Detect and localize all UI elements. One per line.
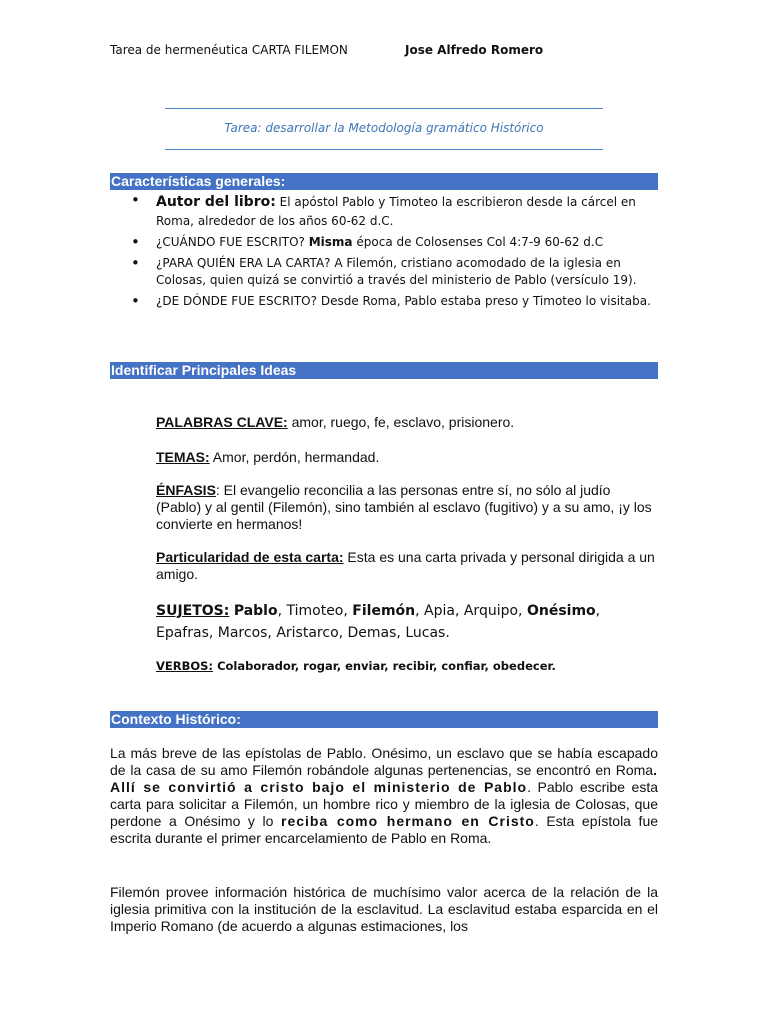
particularity-text: Esta es una carta privada y personal dirigida a un amigo. [156, 549, 655, 582]
item-label: ¿DE DÓNDE FUE ESCRITO? [156, 294, 317, 308]
context-text: . Esta epístola fue escrita durante el primer encarcelamiento de Pablo en Roma. [110, 813, 659, 846]
themes-text: Amor, perdón, hermandad. [212, 449, 380, 465]
list-item [110, 255, 658, 289]
subject-text: , Timoteo, [277, 603, 353, 619]
keywords-label: PALABRAS CLAVE: [156, 414, 288, 430]
list-item [110, 293, 658, 310]
section-bar-context: Contexto Histórico: [110, 711, 658, 728]
list-item [110, 192, 658, 230]
keywords-line [156, 414, 658, 430]
context-paragraph-1 [110, 745, 658, 847]
emphasis-paragraph [156, 482, 658, 533]
divider-top [165, 108, 603, 109]
item-label: ¿CUÁNDO FUE ESCRITO? [156, 235, 305, 249]
verbs-line [156, 659, 658, 673]
particularity-label: Particularidad de esta carta: [156, 549, 344, 565]
item-label: ¿PARA QUIÉN ERA LA CARTA? [156, 256, 331, 270]
emphasis-label: ÉNFASIS [156, 482, 216, 498]
item-text: Desde Roma, Pablo estaba preso y Timoteo lo visitaba. [320, 294, 651, 308]
section-bar-ideas: Identificar Principales Ideas [110, 362, 658, 379]
particularity-paragraph [156, 549, 658, 583]
item-text: El apóstol Pablo y Timoteo la escribieron desde la cárcel en Roma, alrededor de los años 60-62 d.C. [156, 195, 636, 228]
subjects-line-2: Epafras, Marcos, Aristarco, Demas, Lucas. [156, 625, 450, 641]
header-title: Tarea de hermenéutica CARTA FILEMON [110, 43, 348, 57]
item-label: Autor del libro: [156, 194, 276, 210]
general-list [110, 192, 658, 310]
subjects-paragraph [156, 600, 658, 644]
item-text: época de Colosenses Col 4:7-9 60-62 d.C [356, 235, 604, 249]
subjects-label: SUJETOS: [156, 603, 230, 619]
subject-filemon: Filemón [352, 603, 416, 619]
keywords-text: amor, ruego, fe, esclavo, prisionero. [291, 414, 515, 430]
subject-text: , Apia, Arquipo, [415, 603, 527, 619]
subject-pablo: Pablo [233, 603, 278, 619]
emphasis-text: : El evangelio reconcilia a las personas entre sí, no sólo al judío (Pablo) y al gentil (Filemón), sino también al esclavo (fugitivo) y a su amo, ¡y los convierte en hermanos! [156, 482, 652, 532]
item-text-bold: Misma [308, 235, 353, 249]
task-subtitle: Tarea: desarrollar la Metodología gramático Histórico [224, 121, 544, 135]
subjects-line-1 [156, 600, 658, 622]
verbs-label: VERBOS: [156, 659, 214, 673]
themes-line [156, 449, 658, 465]
item-text: A Filemón, cristiano acomodado de la iglesia en Colosas, quien quizá se convirtió a través del ministerio de Pablo (versículo 19). [156, 256, 637, 287]
verbs-text: Colaborador, rogar, enviar, recibir, confiar, obedecer. [217, 659, 556, 673]
context-text: La más breve de las epístolas de Pablo. Onésimo, un esclavo que se había escapado de la casa de su amo Filemón robándole algunas pertenencias, se encontró en Roma [110, 745, 658, 778]
section-bar-general: Características generales: [110, 173, 658, 190]
subject-text: , [595, 603, 601, 619]
divider-bottom [165, 149, 603, 150]
context-text: . Pablo escribe esta carta para solicitar a Filemón, un hombre rico y miembro de la iglesia de Colosas, que perdone a Onésimo y lo [110, 779, 658, 829]
context-text-bold: . Allí se convirtió a cristo bajo el ministerio de Pablo [110, 762, 658, 795]
list-item [110, 234, 658, 251]
subject-onesimo: Onésimo [526, 603, 596, 619]
themes-label: TEMAS: [156, 449, 210, 465]
header-author: Jose Alfredo Romero [405, 43, 544, 57]
context-text-bold: reciba como hermano en Cristo [281, 813, 535, 829]
context-paragraph-2: Filemón provee información histórica de muchísimo valor acerca de la relación de la iglesia primitiva con la institución de la esclavitud. La esclavitud estaba esparcida en el Imperio Romano (de acuerdo a algunas estimaciones, los [110, 884, 658, 934]
